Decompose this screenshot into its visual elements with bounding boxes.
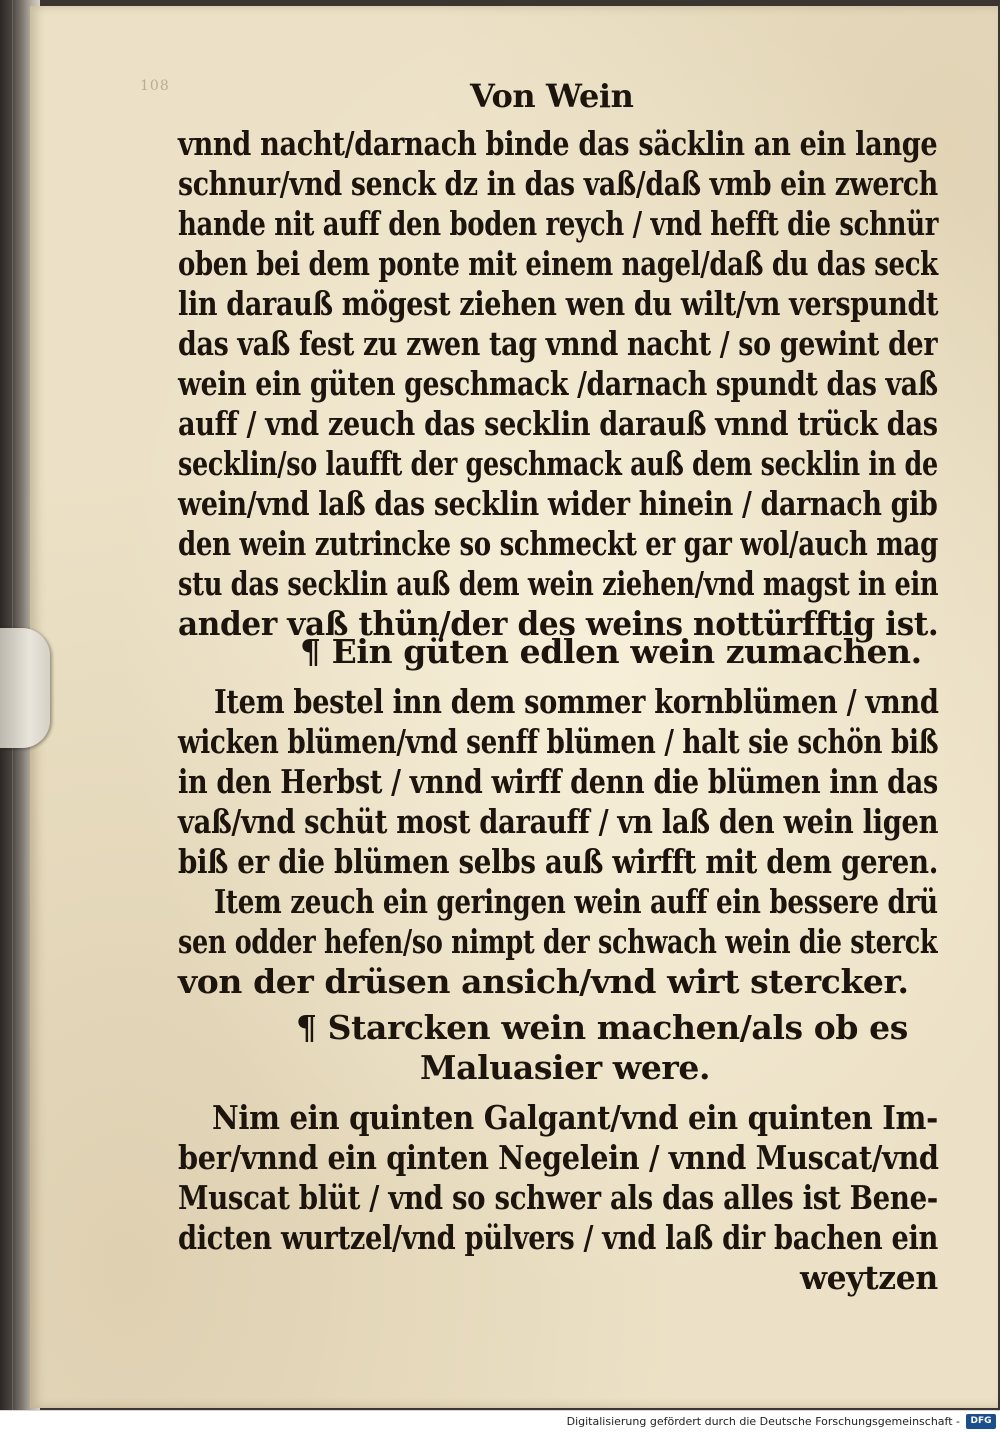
text-line: in den Herbst / vnnd wirff denn die blümen inn das xyxy=(178,762,938,801)
text-line: auff / vnd zeuch das secklin darauß vnnd trück das xyxy=(178,404,938,443)
funding-note: Digitalisierung gefördert durch die Deutsche Forschungsgemeinschaft - xyxy=(566,1415,960,1428)
text-line: den wein zutrincke so schmeckt er gar wol/auch mag xyxy=(178,524,938,563)
text-line: hande nit auff den boden reych / vnd hefft die schnür xyxy=(178,204,939,243)
text-line: sen odder hefen/so nimpt der schwach wein die sterck xyxy=(178,922,938,961)
text-line: Muscat blüt / vnd so schwer als das alles ist Bene- xyxy=(178,1178,938,1217)
text-line: Nim ein quinten Galgant/vnd ein quinten Im- xyxy=(212,1098,938,1137)
text-line: vnnd nacht/darnach binde das säcklin an ein lange xyxy=(178,124,938,163)
text-line: stu das secklin auß dem wein ziehen/vnd magst in ein xyxy=(178,564,939,603)
text-line: Item zeuch ein geringen wein auff ein bessere drü xyxy=(214,882,938,921)
page-number-mark: 108 xyxy=(140,78,170,94)
running-head: Von Wein xyxy=(470,77,634,115)
text-line: ander vaß thün/der des weins nottürfftig ist. xyxy=(178,604,939,643)
text-line: das vaß fest zu zwen tag vnnd nacht / so gewint der xyxy=(178,324,938,363)
text-line: Item bestel inn dem sommer kornblümen / vnnd xyxy=(214,682,939,721)
text-line: wein/vnd laß das secklin wider hinein / darnach gib xyxy=(178,484,938,523)
section-heading: ¶ Ein güten edlen wein zumachen. xyxy=(300,632,922,671)
catchword: weytzen xyxy=(800,1258,938,1297)
text-line: lin darauß mögest ziehen wen du wilt/vn verspundt xyxy=(178,284,939,323)
text-line: wein ein güten geschmack /darnach spundt das vaß xyxy=(178,364,938,403)
footer-bar xyxy=(0,1410,1000,1433)
text-line: ber/vnnd ein qinten Negelein / vnnd Muscat/vnd xyxy=(178,1138,939,1177)
text-line: schnur/vnd senck dz in das vaß/daß vmb ein zwerch xyxy=(178,164,938,203)
text-line: secklin/so laufft der geschmack auß dem secklin in de xyxy=(178,444,938,483)
text-line: oben bei dem ponte mit einem nagel/daß du das seck xyxy=(178,244,938,283)
text-line: wicken blümen/vnd senff blümen / halt sie schön biß xyxy=(178,722,939,761)
text-line: von der drüsen ansich/vnd wirt stercker. xyxy=(178,962,909,1001)
section-heading: Maluasier were. xyxy=(420,1048,711,1087)
text-line: biß er die blümen selbs auß wirfft mit dem geren. xyxy=(178,842,939,881)
dfg-logo[interactable]: DFG xyxy=(966,1414,996,1429)
section-heading: ¶ Starcken wein machen/als ob es xyxy=(296,1008,908,1047)
text-line: dicten wurtzel/vnd pülvers / vnd laß dir bachen ein xyxy=(178,1218,939,1257)
text-line: vaß/vnd schüt most darauff / vn laß den wein ligen xyxy=(178,802,939,841)
